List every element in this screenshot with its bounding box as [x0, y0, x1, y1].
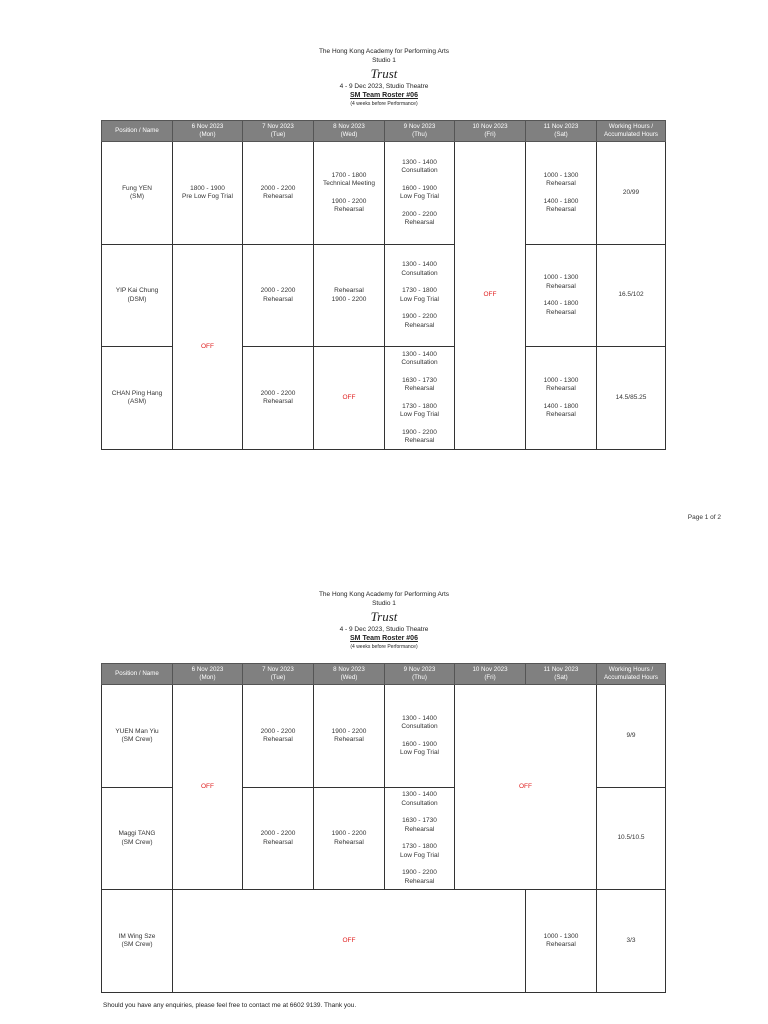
play-title: Trust: [370, 609, 398, 624]
col-position-name: Position / Name: [102, 121, 173, 142]
table-row: [102, 245, 666, 347]
off-cell: OFF: [173, 245, 243, 450]
studio-name: Studio 1: [372, 600, 396, 607]
col-day: 9 Nov 2023 (Thu): [385, 121, 455, 142]
hours-cell: 9/9: [597, 685, 666, 788]
col-day: 10 Nov 2023 (Fri): [455, 121, 526, 142]
hours-cell: 3/3: [597, 890, 666, 993]
roster-table-2: [101, 663, 666, 993]
shift-cell: 2000 - 2200 Rehearsal: [243, 245, 314, 347]
staff-name-cell: YUEN Man Yiu (SM Crew): [102, 685, 173, 788]
col-day: 8 Nov 2023 (Wed): [314, 121, 385, 142]
document-header: [0, 590, 768, 651]
col-day: 6 Nov 2023 (Mon): [173, 664, 243, 685]
play-title: Trust: [370, 66, 398, 81]
off-cell: OFF: [314, 347, 385, 450]
col-day: 8 Nov 2023 (Wed): [314, 664, 385, 685]
page-number: Page 1 of 2: [687, 514, 721, 521]
col-day: 6 Nov 2023 (Mon): [173, 121, 243, 142]
off-cell: OFF: [455, 142, 526, 450]
performance-dates: 4 - 9 Dec 2023, Studio Theatre: [339, 83, 429, 90]
col-position-name: Position / Name: [102, 664, 173, 685]
col-day: 11 Nov 2023 (Sat): [526, 664, 597, 685]
shift-cell: 1900 - 2200 Rehearsal: [314, 788, 385, 890]
org-name: The Hong Kong Academy for Performing Arts: [318, 591, 450, 598]
shift-cell: 1000 - 1300 Rehearsal 1400 - 1800 Rehearsal: [526, 245, 597, 347]
shift-cell: 1300 - 1400 Consultation 1630 - 1730 Rehearsal 1730 - 1800 Low Fog Trial 1900 - 2200 Rehearsal: [385, 347, 455, 450]
staff-name-cell: YIP Kai Chung (DSM): [102, 245, 173, 347]
staff-name-cell: IM Wing Sze (SM Crew): [102, 890, 173, 993]
shift-cell: 1000 - 1300 Rehearsal: [526, 890, 597, 993]
studio-name: Studio 1: [372, 57, 396, 64]
roster-title: SM Team Roster #06: [350, 92, 418, 99]
hours-cell: 16.5/102: [597, 245, 666, 347]
table-header-row: [102, 664, 666, 685]
roster-table-1: [101, 120, 666, 450]
off-cell: OFF: [173, 685, 243, 890]
staff-name-cell: CHAN Ping Hang (ASM): [102, 347, 173, 450]
col-hours: Working Hours / Accumulated Hours: [597, 664, 666, 685]
contact-note: Should you have any enquiries, please feel free to contact me at 6602 9139. Thank you.: [103, 1002, 357, 1009]
shift-cell: 1300 - 1400 Consultation 1600 - 1900 Low Fog Trial: [385, 685, 455, 788]
col-day: 7 Nov 2023 (Tue): [243, 664, 314, 685]
off-cell: OFF: [455, 685, 597, 890]
col-day: 11 Nov 2023 (Sat): [526, 121, 597, 142]
shift-cell: 1800 - 1900 Pre Low Fog Trial: [173, 142, 243, 245]
table-header-row: [102, 121, 666, 142]
shift-cell: 1900 - 2200 Rehearsal: [314, 685, 385, 788]
shift-cell: 1300 - 1400 Consultation 1600 - 1900 Low Fog Trial 2000 - 2200 Rehearsal: [385, 142, 455, 245]
col-day: 10 Nov 2023 (Fri): [455, 664, 526, 685]
hours-cell: 14.5/85.25: [597, 347, 666, 450]
shift-cell: Rehearsal 1900 - 2200: [314, 245, 385, 347]
roster-note: (4 weeks before Performance): [350, 101, 418, 107]
staff-name-cell: Fung YEN (SM): [102, 142, 173, 245]
hours-cell: 10.5/10.5: [597, 788, 666, 890]
off-cell: OFF: [173, 890, 526, 993]
document-header: [0, 47, 768, 108]
shift-cell: 2000 - 2200 Rehearsal: [243, 347, 314, 450]
table-row: [102, 142, 666, 245]
staff-name-cell: Maggi TANG (SM Crew): [102, 788, 173, 890]
roster-note: (4 weeks before Performance): [350, 644, 418, 650]
col-day: 9 Nov 2023 (Thu): [385, 664, 455, 685]
shift-cell: 1700 - 1800 Technical Meeting 1900 - 2200 Rehearsal: [314, 142, 385, 245]
shift-cell: 1300 - 1400 Consultation 1730 - 1800 Low Fog Trial 1900 - 2200 Rehearsal: [385, 245, 455, 347]
col-day: 7 Nov 2023 (Tue): [243, 121, 314, 142]
roster-title: SM Team Roster #06: [350, 635, 418, 642]
performance-dates: 4 - 9 Dec 2023, Studio Theatre: [339, 626, 429, 633]
shift-cell: 2000 - 2200 Rehearsal: [243, 788, 314, 890]
org-name: The Hong Kong Academy for Performing Arts: [318, 48, 450, 55]
shift-cell: 1000 - 1300 Rehearsal 1400 - 1800 Rehearsal: [526, 142, 597, 245]
col-hours: Working Hours / Accumulated Hours: [597, 121, 666, 142]
table-row: [102, 685, 666, 788]
shift-cell: 1000 - 1300 Rehearsal 1400 - 1800 Rehearsal: [526, 347, 597, 450]
shift-cell: 1300 - 1400 Consultation 1630 - 1730 Rehearsal 1730 - 1800 Low Fog Trial 1900 - 2200 Rehearsal: [385, 788, 455, 890]
shift-cell: 2000 - 2200 Rehearsal: [243, 142, 314, 245]
shift-cell: 2000 - 2200 Rehearsal: [243, 685, 314, 788]
hours-cell: 20/99: [597, 142, 666, 245]
table-row: [102, 890, 666, 993]
